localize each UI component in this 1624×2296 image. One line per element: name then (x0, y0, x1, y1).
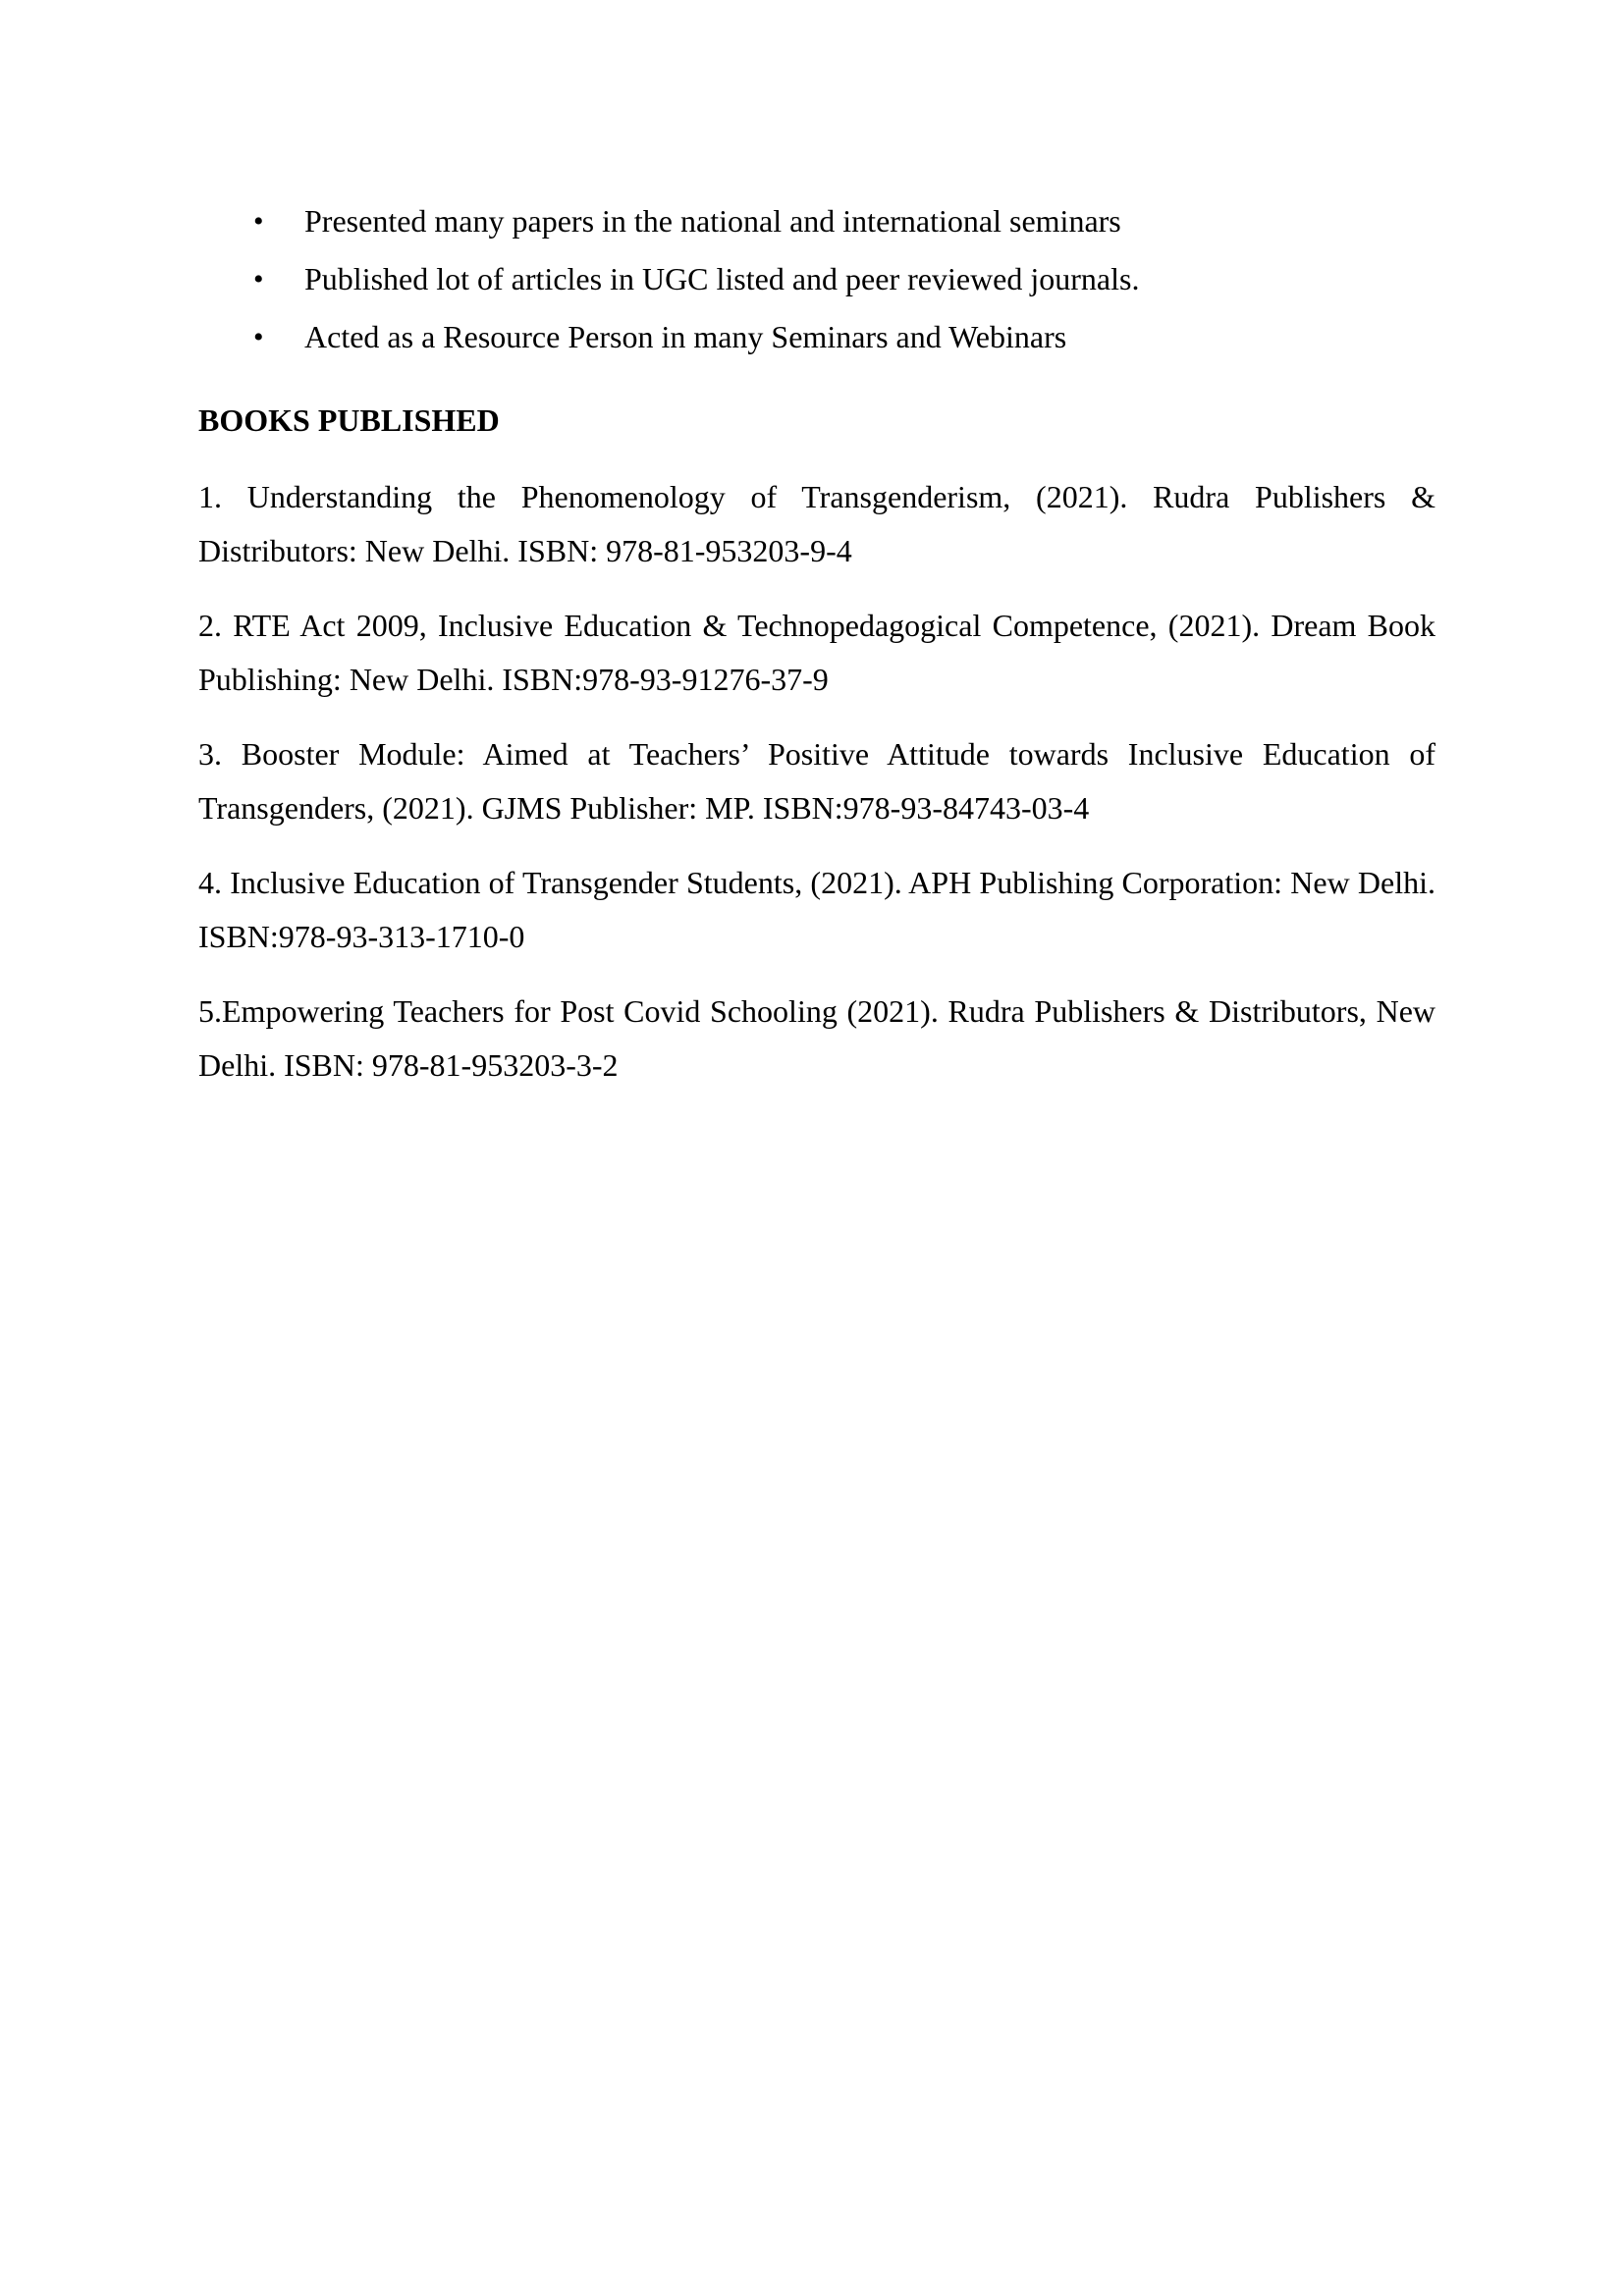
achievement-text: Published lot of articles in UGC listed and peer reviewed journals. (304, 261, 1140, 296)
book-entry: 5.Empowering Teachers for Post Covid Schooling (2021). Rudra Publishers & Distributors, New Delhi. ISBN: 978-81-953203-3-2 (198, 993, 1435, 1083)
book-entry: 1. Understanding the Phenomenology of Transgenderism, (2021). Rudra Publishers & Distributors: New Delhi. ISBN: 978-81-953203-9-4 (198, 479, 1435, 568)
bullet-icon: • (253, 263, 264, 295)
list-item (198, 250, 1435, 308)
book-entry: 3. Booster Module: Aimed at Teachers’ Positive Attitude towards Inclusive Education of Transgenders, (2021). GJMS Publisher: MP. ISBN:978-93-84743-03-4 (198, 736, 1435, 826)
book-entry: 4. Inclusive Education of Transgender Students, (2021). APH Publishing Corporation: New Delhi. ISBN:978-93-313-1710-0 (198, 865, 1435, 954)
bullet-icon: • (253, 321, 264, 353)
bullet-icon: • (253, 205, 264, 238)
list-item (198, 308, 1435, 366)
books-published-heading: BOOKS PUBLISHED (198, 402, 500, 438)
list-item (198, 192, 1435, 250)
achievements-list (198, 192, 1435, 366)
page-content (198, 192, 1435, 1093)
achievement-text: Acted as a Resource Person in many Seminars and Webinars (304, 319, 1067, 354)
book-entry: 2. RTE Act 2009, Inclusive Education & Technopedagogical Competence, (2021). Dream Book Publishing: New Delhi. ISBN:978-93-91276-37-9 (198, 608, 1435, 697)
achievement-text: Presented many papers in the national and international seminars (304, 203, 1121, 239)
